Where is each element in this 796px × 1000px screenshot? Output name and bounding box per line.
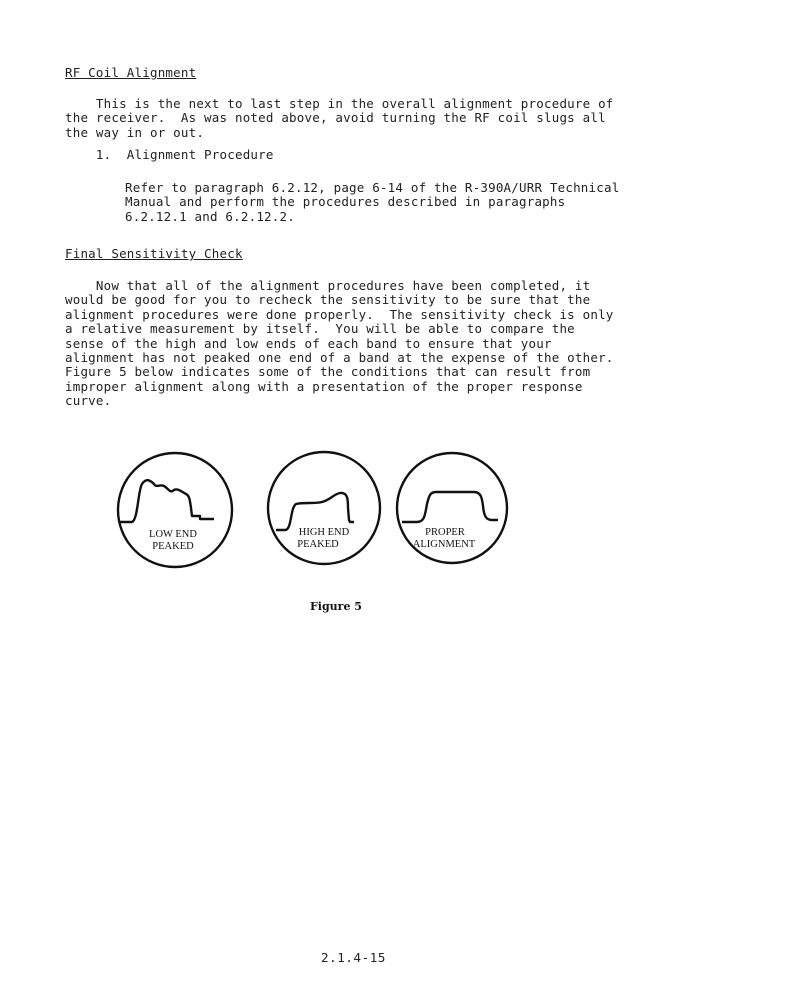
rf-coil-heading: RF Coil Alignment xyxy=(65,65,197,80)
page-number: 2.1.4-15 xyxy=(321,950,387,965)
circle-label-line2: ALIGNMENT xyxy=(412,539,476,550)
alignment-procedure-title: 1. Alignment Procedure xyxy=(65,147,274,162)
proper-alignment-scope xyxy=(397,453,507,563)
final-sensitivity-body: Now that all of the alignment procedures have been completed, it would be good for you to recheck the sensitivity to be sure that the alignment procedures were done properly. The sensitivity check is only a relative measurement by itself. You will be able to compare the sense of the high and low ends of each band to ensure that your alignment has not peaked one end of a band at the expense of the other. Figure 5 below indicates some of the conditions that can result from improper alignment along with a presentation of the proper response curve. xyxy=(65,278,614,409)
low-end-peaked-curve xyxy=(120,480,214,522)
high-end-peaked-curve xyxy=(276,493,354,530)
figure-5-diagram xyxy=(100,440,540,590)
circle-label-line1: LOW END xyxy=(149,529,197,540)
circle-label-line1: HIGH END xyxy=(298,527,350,538)
alignment-procedure-body: Refer to paragraph 6.2.12, page 6-14 of the R-390A/URR Technical Manual and perform the procedures described in paragraphs 6.2.12.1 and 6.2.12.2. xyxy=(125,180,620,224)
rf-coil-intro: This is the next to last step in the overall alignment procedure of the receiver. As was noted above, avoid turning the RF coil slugs all the way in or out. xyxy=(65,96,614,140)
proper-alignment-curve xyxy=(402,492,498,522)
circle-label-line1: PROPER xyxy=(425,527,465,538)
circle-label-line2: PEAKED xyxy=(152,541,194,552)
figure-5-caption: Figure 5 xyxy=(310,600,362,613)
high-end-peaked-scope xyxy=(268,452,380,564)
final-sensitivity-heading: Final Sensitivity Check xyxy=(65,246,243,261)
low-end-peaked-scope xyxy=(118,453,232,567)
circle-label-line2: PEAKED xyxy=(297,539,339,550)
